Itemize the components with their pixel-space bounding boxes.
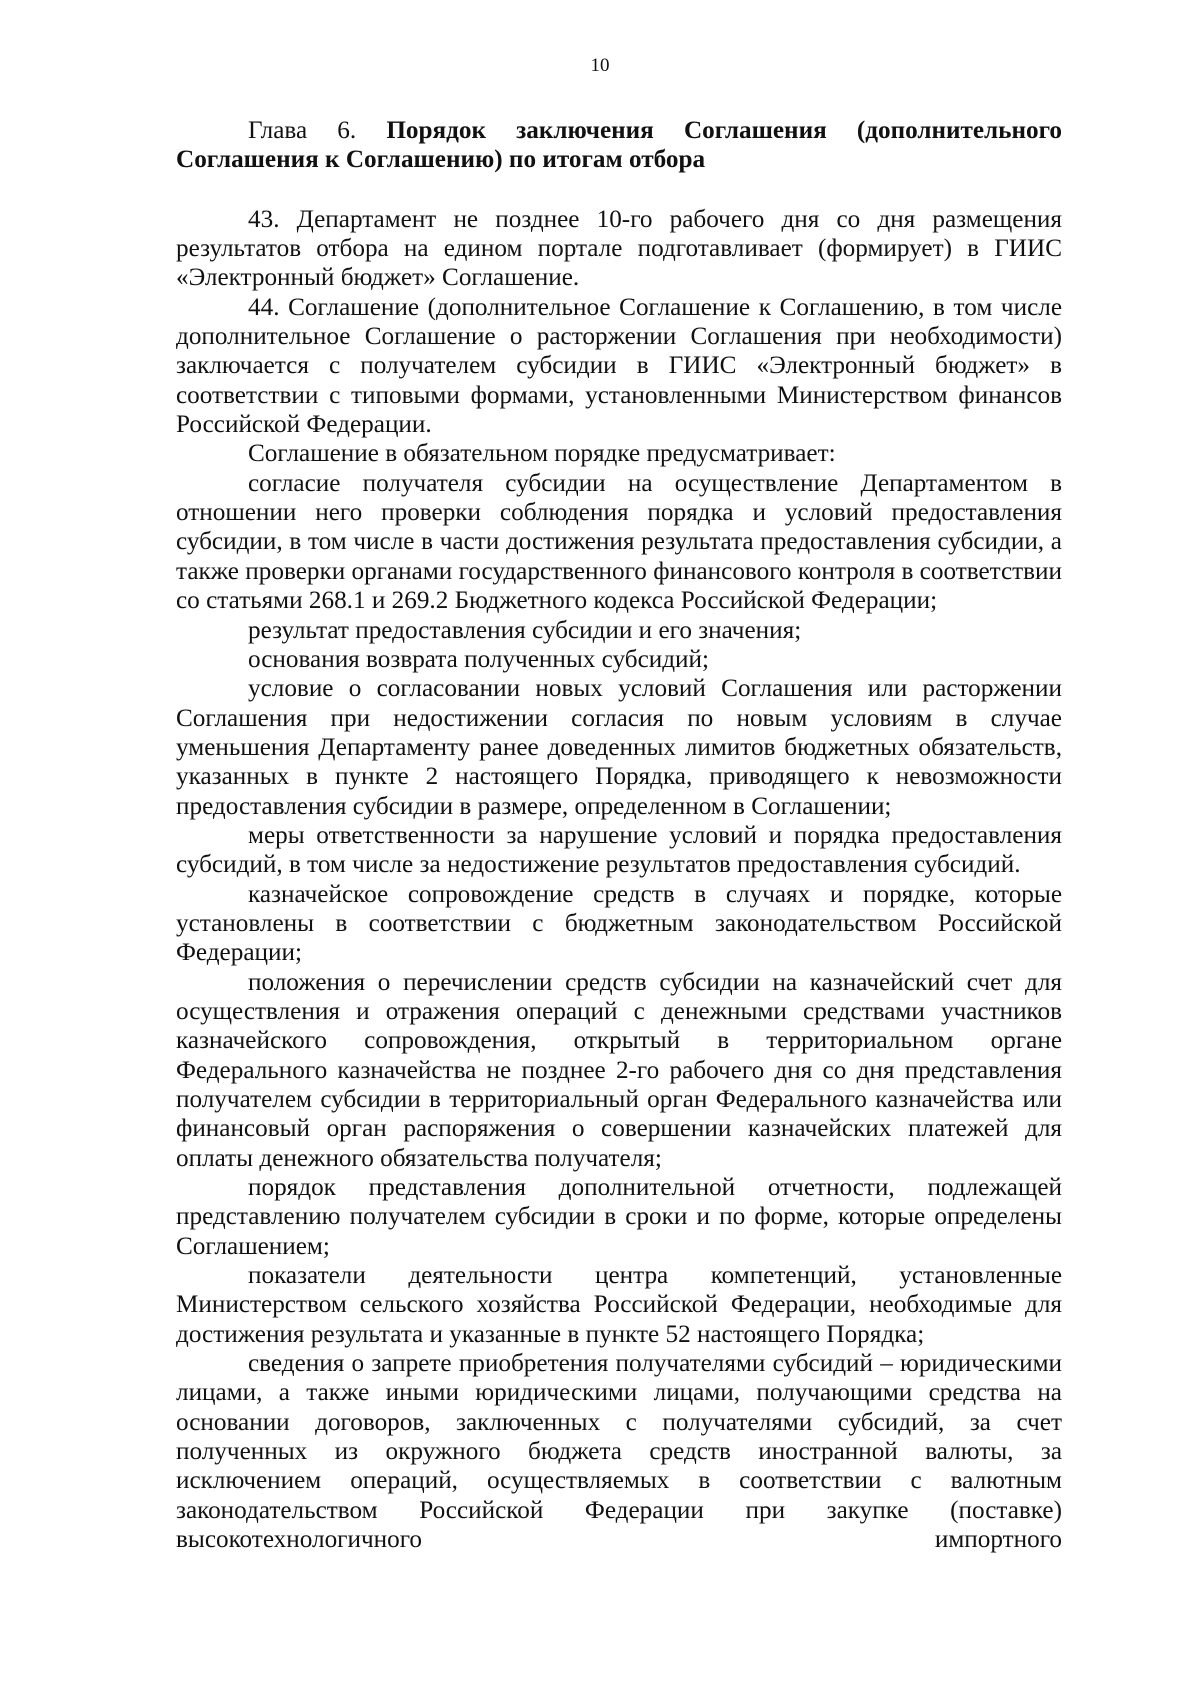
paragraph-new-conditions: условие о согласовании новых условий Соглашения или расторжении Соглашения при недостижении согласия по новым условиям в случае уменьшения Департаменту ранее доведенных лимитов бюджетных обязательств, указанных в пункте 2 настоящего Порядка, приводящего к невозможности предоставления субсидии в размере, определенном в Соглашении; [176,675,1062,820]
chapter-title: Порядок заключения Соглашения (дополнительного Соглашения к Соглашению) по итогам отбора [176,117,1063,174]
paragraph-transfer: положения о перечислении средств субсидии на казначейский счет для осуществления и отражения операций с денежными средствами участников казначейского сопровождения, открытый в территориальном органе Федерального казначейства не позднее 2-го рабочего дня со дня представления получателем субсидии в территориальный орган Федерального казначейства или финансовый орган распоряжения о совершении казначейских платежей для оплаты денежного обязательства получателя; [176,968,1062,1172]
page-number: 10 [590,55,610,76]
chapter-prefix: Глава 6. [248,117,357,144]
chapter-heading [176,116,1062,175]
paragraph-reporting: порядок представления дополнительной отчетности, подлежащей представлению получателем субсидии в сроки и по форме, которые определены Соглашением; [176,1174,1062,1260]
paragraph-indicators: показатели деятельности центра компетенций, установленные Министерством сельского хозяйства Российской Федерации, необходимые для достижения результата и указанные в пункте 52 настоящего Порядка; [176,1262,1062,1348]
paragraph-result: результат предоставления субсидии и его значения; [248,616,802,644]
paragraph-treasury-support: казначейское сопровождение средств в случаях и порядке, которые установлены в соответствии с бюджетным законодательством Российской Федерации; [176,880,1062,967]
paragraph-43: 43. Департамент не позднее 10-го рабочего дня со дня размещения результатов отбора на едином портале подготавливает (формирует) в ГИИС «Электронный бюджет» Соглашение. [176,205,1062,292]
document-body [176,116,1062,1555]
paragraph-return-grounds: основания возврата полученных субсидий; [248,645,709,673]
paragraph-currency-ban: сведения о запрете приобретения получателями субсидий – юридическими лицами, а также иными юридическими лицами, получающими средства на основании договоров, заключенных с получателями субсидий, за счет полученных из окружного бюджета средств иностранной валюты, за исключением операций, осуществляемых в соответствии с валютным законодательством Российской Федерации при закупке (поставке) высокотехнологичного импортного [176,1350,1062,1554]
paragraph-consent: согласие получателя субсидии на осуществление Департаментом в отношении него проверки соблюдения порядка и условий предоставления субсидии, в том числе в части достижения результата предоставления субсидии, а также проверки органами государственного финансового контроля в соответствии со статьями 268.1 и 269.2 Бюджетного кодекса Российской Федерации; [176,469,1062,615]
spacer [176,175,1062,205]
paragraph-44: 44. Соглашение (дополнительное Соглашение к Соглашению, в том числе дополнительное Соглашение о расторжении Соглашения при необходимости) заключается с получателем субсидии в ГИИС «Электронный бюджет» в соответствии с типовыми формами, установленными Министерством финансов Российской Федерации. [176,293,1062,439]
paragraph-liability: меры ответственности за нарушение условий и порядка предоставления субсидий, в том числе за недостижение результатов предоставления субсидий. [176,821,1062,879]
paragraph-agreement-provides: Соглашение в обязательном порядке предусматривает: [248,440,836,468]
